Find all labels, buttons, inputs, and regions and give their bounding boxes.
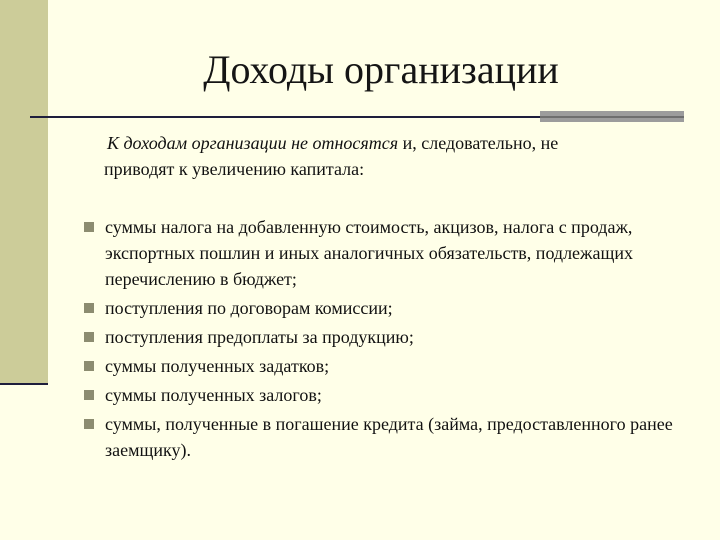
- list-item-text: поступления по договорам комиссии;: [105, 298, 393, 318]
- list-item: [84, 214, 684, 292]
- list-item: [84, 353, 684, 379]
- square-bullet-icon: [84, 390, 94, 400]
- intro-line-1-rest: и, следовательно, не: [398, 133, 559, 153]
- square-bullet-icon: [84, 222, 94, 232]
- list-item-text: суммы, полученные в погашение кредита (займа, предоставленного ранее заемщику).: [105, 414, 673, 460]
- square-bullet-icon: [84, 332, 94, 342]
- list-item-text: суммы налога на добавленную стоимость, акцизов, налога с продаж, экспортных пошлин и иных аналогичных обязательств, подлежащих перечислению в бюджет;: [105, 217, 633, 289]
- list-item: [84, 295, 684, 321]
- list-item: [84, 382, 684, 408]
- exclusions-list: [84, 214, 684, 466]
- list-item-text: поступления предоплаты за продукцию;: [105, 327, 414, 347]
- square-bullet-icon: [84, 419, 94, 429]
- slide-title: Доходы организации: [203, 47, 559, 92]
- left-band-rule: [0, 383, 48, 385]
- intro-line-2: приводят к увеличению капитала:: [104, 159, 365, 179]
- list-item-text: суммы полученных залогов;: [105, 385, 322, 405]
- intro-paragraph: [104, 130, 664, 182]
- square-bullet-icon: [84, 303, 94, 313]
- intro-line-1: [107, 130, 664, 156]
- title-underline-block-rule: [540, 116, 684, 118]
- list-item-text: суммы полученных задатков;: [105, 356, 330, 376]
- list-item: [84, 411, 684, 463]
- square-bullet-icon: [84, 361, 94, 371]
- title-underline: [30, 116, 540, 118]
- intro-emphasis: К доходам организации не относятся: [107, 133, 399, 153]
- list-item: [84, 324, 684, 350]
- left-accent-band: [0, 0, 48, 383]
